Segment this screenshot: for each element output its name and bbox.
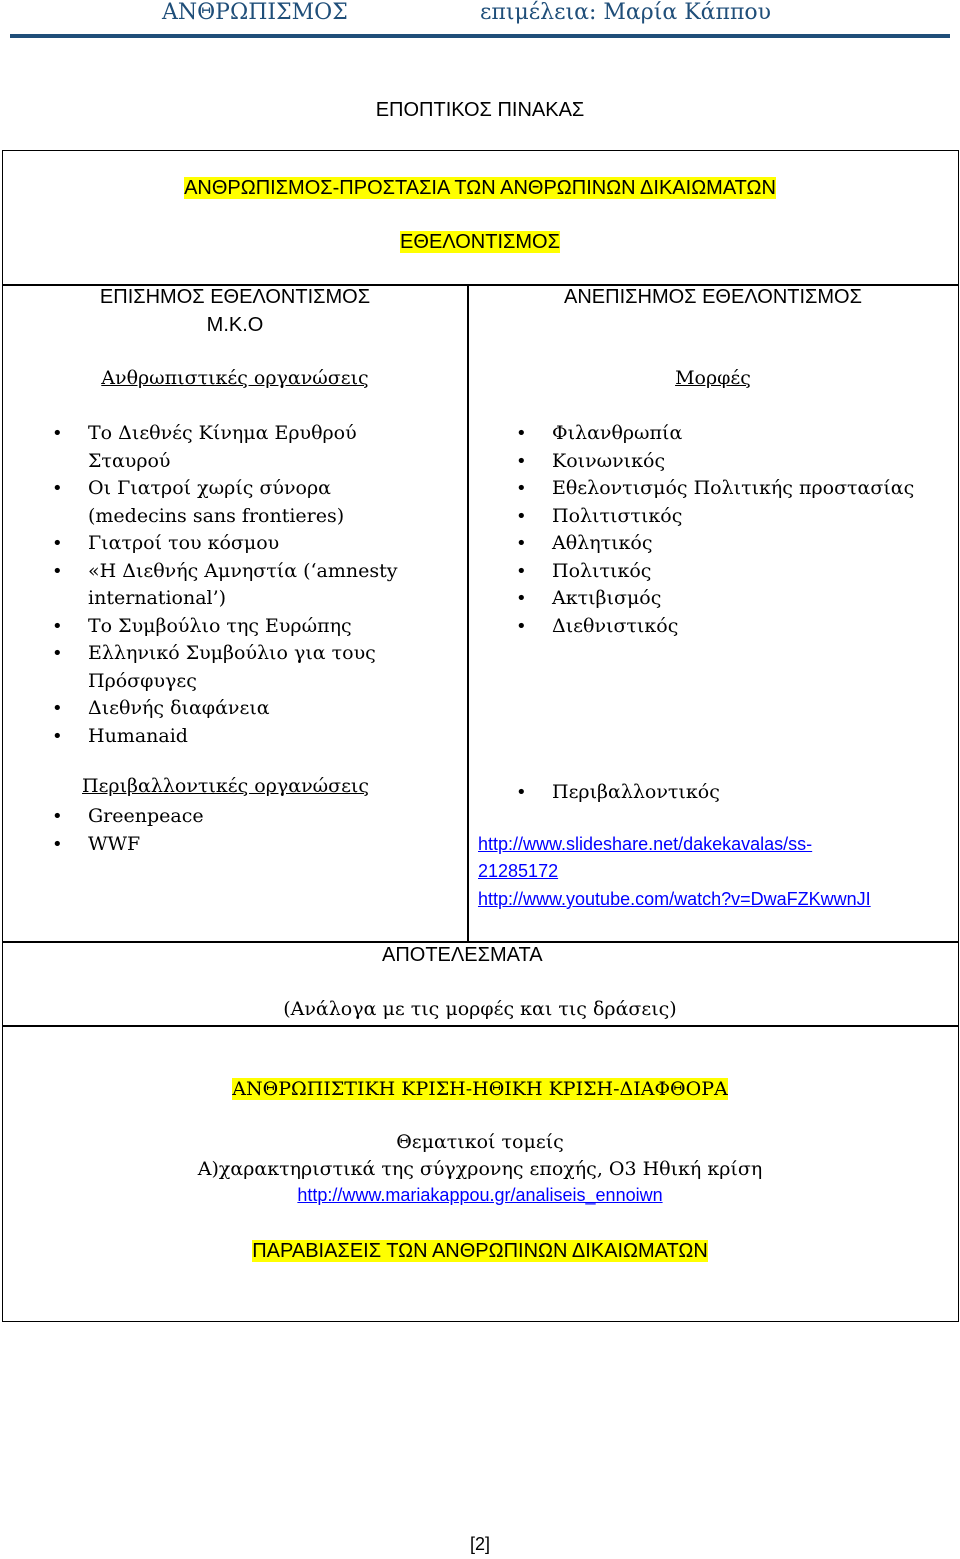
humanitarian-orgs-heading: Ανθρωπιστικές οργανώσεις [101,367,369,389]
forms-list [516,420,956,640]
left-col-subtitle: Μ.Κ.Ο [206,314,264,336]
crisis-heading: ΑΝΘΡΩΠΙΣΤΙΚΗ ΚΡΙΣΗ-ΗΘΙΚΗ ΚΡΙΣΗ-ΔΙΑΦΘΟΡΑ [232,1078,728,1100]
list-item-line: • Ελληνικό Συμβούλιο για τους [88,642,376,664]
environmental-orgs-list [52,803,452,858]
list-item [52,613,452,641]
forms-heading: Μορφές [675,367,751,389]
list-item: • Αθλητικός [516,530,956,558]
list-item-line: • Humanaid [88,724,188,747]
page-title: ΕΠΟΠΤΙΚΟΣ ΠΙΝΑΚΑΣ [375,99,585,121]
table-rule-mid [2,941,959,943]
list-item-line: Σταυρού [88,449,171,472]
list-item-line: international’) [88,587,227,609]
mariakappou-link[interactable]: http://www.mariakappou.gr/analiseis_ennoiwn [297,1185,663,1205]
page-number: [2] [469,1534,490,1554]
list-item-line: • Οι Γιατροί χωρίς σύνορα [88,477,331,499]
slideshare-link-line1[interactable]: http://www.slideshare.net/dakekavalas/ss- [478,834,813,854]
main-heading: ΑΝΘΡΩΠΙΣΜΟΣ-ΠΡΟΣΤΑΣΙΑ ΤΩΝ ΑΝΘΡΩΠΙΝΩΝ ΔΙΚΑΙΩΜΑΤΩΝ [184,177,776,199]
list-item-line: • Το Συμβούλιο της Ευρώπης [88,614,352,637]
environmental-orgs-heading: Περιβαλλοντικές οργανώσεις [82,775,370,797]
list-item: • Greenpeace [52,803,452,831]
header-rule [10,34,950,38]
list-item-line: • Το Διεθνές Κίνημα Ερυθρού [88,422,357,444]
list-item [52,475,452,530]
list-item-line: • Διεθνής διαφάνεια [88,697,270,719]
list-item-line: (medecins sans frontieres) [88,504,345,527]
list-item: • Κοινωνικός [516,448,956,476]
list-item-line: • Γιατροί του κόσμου [88,532,280,554]
topics-heading: Θεματικοί τομείς [396,1131,564,1153]
results-title: ΑΠΟΤΕΛΕΣΜΑΤΑ [382,944,543,966]
left-col-title: ΕΠΙΣΗΜΟΣ ΕΘΕΛΟΝΤΙΣΜΟΣ [99,286,371,308]
list-item: • Πολιτιστικός [516,503,956,531]
slideshare-link-line2[interactable]: 21285172 [478,861,559,881]
list-item [52,640,452,695]
list-item: • Διεθνιστικός [516,613,956,641]
header-right: επιμέλεια: Μαρία Κάππου [480,0,772,25]
list-item: • Ακτιβισμός [516,585,956,613]
list-item: • Περιβαλλοντικός [516,779,956,807]
violations-heading: ΠΑΡΑΒΙΑΣΕΙΣ ΤΩΝ ΑΝΘΡΩΠΙΝΩΝ ΔΙΚΑΙΩΜΑΤΩΝ [252,1240,708,1262]
list-item [52,723,452,751]
sub-heading: ΕΘΕΛΟΝΤΙΣΜΟΣ [400,231,560,253]
mariakappou-link-wrap [0,1185,960,1206]
right-col-title: ΑΝΕΠΙΣΗΜΟΣ ΕΘΕΛΟΝΤΙΣΜΟΣ [564,286,862,308]
list-item: • Πολιτικός [516,558,956,586]
list-item [52,695,452,723]
humanitarian-orgs-list [52,420,452,750]
list-item: • WWF [52,831,452,859]
youtube-link[interactable]: http://www.youtube.com/watch?v=DwaFZKwwnJI [478,889,871,909]
results-subtitle: (Ανάλογα με τις μορφές και τις δράσεις) [283,998,677,1020]
table-rule-low [2,1025,959,1027]
list-item: • Εθελοντισμός Πολιτικής προστασίας [516,475,956,503]
header-left: ΑΝΘΡΩΠΙΣΜΟΣ [162,0,348,25]
environmental-form-list [516,779,956,807]
topics-detail: Α)χαρακτηριστικά της σύγχρονης εποχής, Ο3 Ηθική κρίση [197,1158,763,1180]
list-item-line: • «Η Διεθνής Αμνηστία (‘amnesty [88,559,398,582]
list-item [52,558,452,613]
list-item [52,420,452,475]
list-item-line: Πρόσφυγες [88,669,197,692]
list-item: • Φιλανθρωπία [516,420,956,448]
list-item [52,530,452,558]
